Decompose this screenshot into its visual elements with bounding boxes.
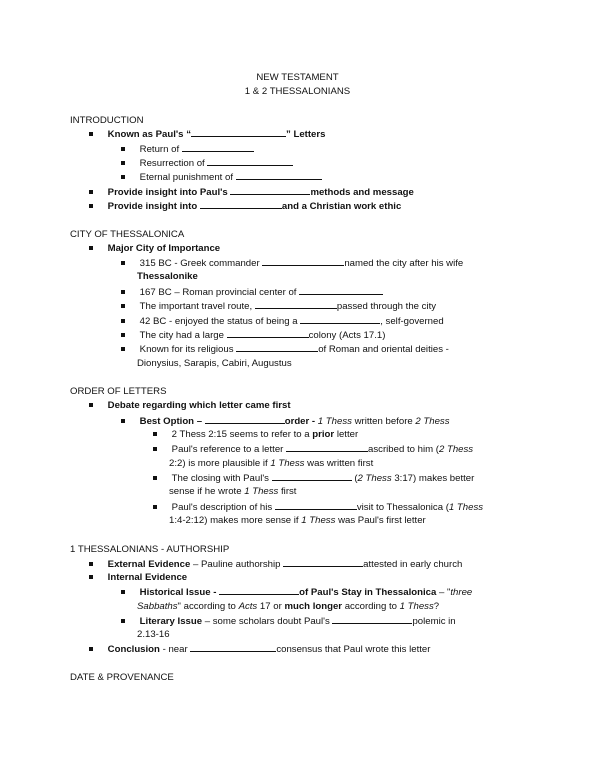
bullet-icon [121, 419, 125, 423]
blank-line [205, 414, 285, 424]
list-item: Paul's description of his visit to Thessalonica (1 Thess [153, 500, 483, 516]
list-item: Eternal punishment of [121, 170, 322, 186]
list-item: Historical Issue - of Paul's Stay in Thessalonica – "three [121, 585, 472, 601]
blank-line [207, 156, 293, 166]
blank-line [262, 256, 344, 266]
blank-line [191, 127, 286, 137]
blank-line [332, 614, 412, 624]
bullet-icon [89, 403, 93, 407]
bullet-icon [153, 447, 157, 451]
list-item-continuation: 1:4-2:12) makes more sense if 1 Thess was Paul's first letter [169, 515, 426, 526]
blank-line [255, 299, 337, 309]
blank-line [182, 142, 254, 152]
blank-line [272, 471, 352, 481]
blank-line [227, 328, 309, 338]
list-item: The city had a large colony (Acts 17.1) [121, 328, 385, 344]
section-heading-authorship: 1 THESSALONIANS - AUTHORSHIP [70, 544, 230, 555]
list-item: The important travel route, passed through the city [121, 299, 436, 315]
blank-line [236, 170, 322, 180]
bullet-icon [89, 132, 93, 136]
bullet-icon [89, 246, 93, 250]
bullet-icon [89, 562, 93, 566]
bullet-icon [153, 476, 157, 480]
list-item: Internal Evidence [89, 571, 187, 586]
list-item-continuation: Sabbaths" according to Acts 17 or much longer according to 1 Thess? [137, 601, 440, 612]
list-item-continuation: 2.13-16 [137, 629, 170, 640]
blank-line [200, 199, 282, 209]
list-item: Debate regarding which letter came first [89, 399, 291, 414]
list-item: Best Option – order - 1 Thess written before 2 Thess [121, 414, 450, 430]
list-item: 315 BC - Greek commander named the city after his wife [121, 256, 463, 272]
bullet-icon [89, 575, 93, 579]
list-item: 2 Thess 2:15 seems to refer to a prior letter [153, 428, 358, 443]
list-item: Major City of Importance [89, 242, 220, 257]
list-item: Known as Paul's “ ” Letters [89, 127, 325, 143]
blank-line [275, 500, 357, 510]
bullet-icon [89, 647, 93, 651]
list-item-continuation: 2:2) is more plausible if 1 Thess was written first [169, 458, 374, 469]
bullet-icon [121, 261, 125, 265]
list-item: The closing with Paul's (2 Thess 3:17) makes better [153, 471, 474, 487]
blank-line [300, 314, 380, 324]
section-heading-city: CITY OF THESSALONICA [70, 229, 185, 240]
blank-line [283, 557, 363, 567]
list-item: Conclusion - near consensus that Paul wrote this letter [89, 642, 430, 658]
list-item: 42 BC - enjoyed the status of being a , self-governed [121, 314, 444, 330]
blank-line [286, 442, 368, 452]
section-heading-introduction: INTRODUCTION [70, 115, 144, 126]
list-item-continuation: Thessalonike [137, 271, 198, 282]
bullet-icon [121, 290, 125, 294]
bullet-icon [121, 161, 125, 165]
bullet-icon [121, 147, 125, 151]
bullet-icon [121, 333, 125, 337]
list-item: Resurrection of [121, 156, 293, 172]
bullet-icon [89, 204, 93, 208]
bullet-icon [153, 505, 157, 509]
list-item: External Evidence – Pauline authorship attested in early church [89, 557, 462, 573]
bullet-icon [121, 319, 125, 323]
list-item: 167 BC – Roman provincial center of [121, 285, 383, 301]
list-item: Provide insight into and a Christian work ethic [89, 199, 401, 215]
list-item: Paul's reference to a letter ascribed to him (2 Thess [153, 442, 473, 458]
list-item-continuation: Dionysius, Sarapis, Cabiri, Augustus [137, 358, 292, 369]
list-item: Known for its religious of Roman and oriental deities - [121, 342, 449, 358]
bullet-icon [121, 304, 125, 308]
list-item: Return of [121, 142, 254, 158]
blank-line [219, 585, 299, 595]
blank-line [236, 342, 318, 352]
document-subtitle: 1 & 2 THESSALONIANS [244, 86, 351, 97]
bullet-icon [121, 175, 125, 179]
blank-line [299, 285, 383, 295]
blank-line [230, 185, 310, 195]
bullet-icon [121, 619, 125, 623]
bullet-icon [121, 347, 125, 351]
blank-line [190, 642, 276, 652]
list-item: Provide insight into Paul's methods and message [89, 185, 414, 201]
bullet-icon [121, 590, 125, 594]
bullet-icon [153, 432, 157, 436]
bullet-icon [89, 190, 93, 194]
list-item-continuation: sense if he wrote 1 Thess first [169, 486, 297, 497]
section-heading-order: ORDER OF LETTERS [70, 386, 167, 397]
section-heading-date: DATE & PROVENANCE [70, 672, 174, 683]
document-title: NEW TESTAMENT [256, 72, 339, 83]
list-item: Literary Issue – some scholars doubt Paul's polemic in [121, 614, 456, 630]
